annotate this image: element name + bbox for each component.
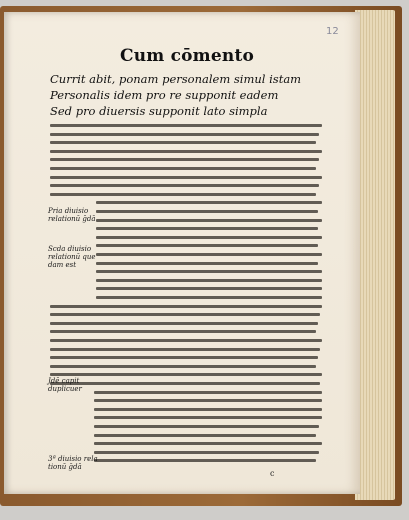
commentary-line xyxy=(94,425,319,428)
commentary-line xyxy=(96,201,322,204)
commentary-line xyxy=(50,184,319,187)
commentary-line xyxy=(96,287,322,290)
gloss-line: relationū que xyxy=(48,253,96,261)
folio-number: 12 xyxy=(326,26,339,37)
commentary-line xyxy=(50,133,319,136)
commentary-line xyxy=(94,399,322,402)
commentary-line xyxy=(96,244,318,247)
commentary-line xyxy=(50,124,322,127)
commentary-line xyxy=(96,279,322,282)
commentary-line xyxy=(96,210,318,213)
gloss-line: dam est xyxy=(48,261,77,269)
margin-gloss-4 xyxy=(48,455,98,471)
gloss-line: duplicuer xyxy=(48,385,82,393)
commentary-line xyxy=(94,459,316,462)
commentary-line xyxy=(50,356,318,359)
commentary-line xyxy=(96,236,322,239)
commentary-line xyxy=(94,416,322,419)
commentary-line xyxy=(50,313,320,316)
commentary-line xyxy=(50,373,322,376)
commentary-line xyxy=(50,365,316,368)
commentary-line xyxy=(96,227,318,230)
commentary-line xyxy=(94,451,319,454)
catchword: c xyxy=(270,469,275,478)
commentary-line xyxy=(96,296,322,299)
gloss-line: Scda diuisio xyxy=(48,245,92,253)
book-page xyxy=(4,12,360,494)
margin-gloss-3 xyxy=(48,377,82,393)
commentary-line xyxy=(94,408,322,411)
commentary-line xyxy=(94,442,322,445)
commentary-line xyxy=(50,330,316,333)
margin-gloss-2 xyxy=(48,245,96,269)
verse-line-3: Sed pro diuersis supponit lato simpla xyxy=(50,104,268,118)
commentary-line xyxy=(50,141,316,144)
commentary-line xyxy=(50,348,320,351)
commentary-line xyxy=(96,219,322,222)
commentary-line xyxy=(50,382,320,385)
page-edges xyxy=(355,10,395,500)
commentary-line xyxy=(50,322,318,325)
commentary-line xyxy=(96,262,318,265)
commentary-line xyxy=(50,305,322,308)
gloss-line: 3ª diuisio rela xyxy=(48,455,98,463)
commentary-line xyxy=(50,150,322,153)
verse-line-1: Currit abit, ponam personalem simul istam xyxy=(50,72,302,86)
gloss-line: Jdē capit xyxy=(48,377,80,385)
verse-line-2: Personalis idem pro re supponit eadem xyxy=(50,88,279,102)
commentary-line xyxy=(50,158,319,161)
commentary-line xyxy=(96,253,322,256)
gloss-line: tionū ḡdā xyxy=(48,463,82,471)
commentary-line xyxy=(94,391,322,394)
commentary-line xyxy=(94,434,316,437)
gloss-line: relationū ḡdā xyxy=(48,215,96,223)
commentary-line xyxy=(50,176,322,179)
commentary-line xyxy=(50,339,322,342)
commentary-line xyxy=(50,167,316,170)
gloss-line: Pria diuisio xyxy=(48,207,89,215)
margin-gloss-1 xyxy=(48,207,96,223)
page-header-title: Cum cōmento xyxy=(120,46,255,66)
commentary-line xyxy=(96,270,322,273)
commentary-line xyxy=(50,193,316,196)
